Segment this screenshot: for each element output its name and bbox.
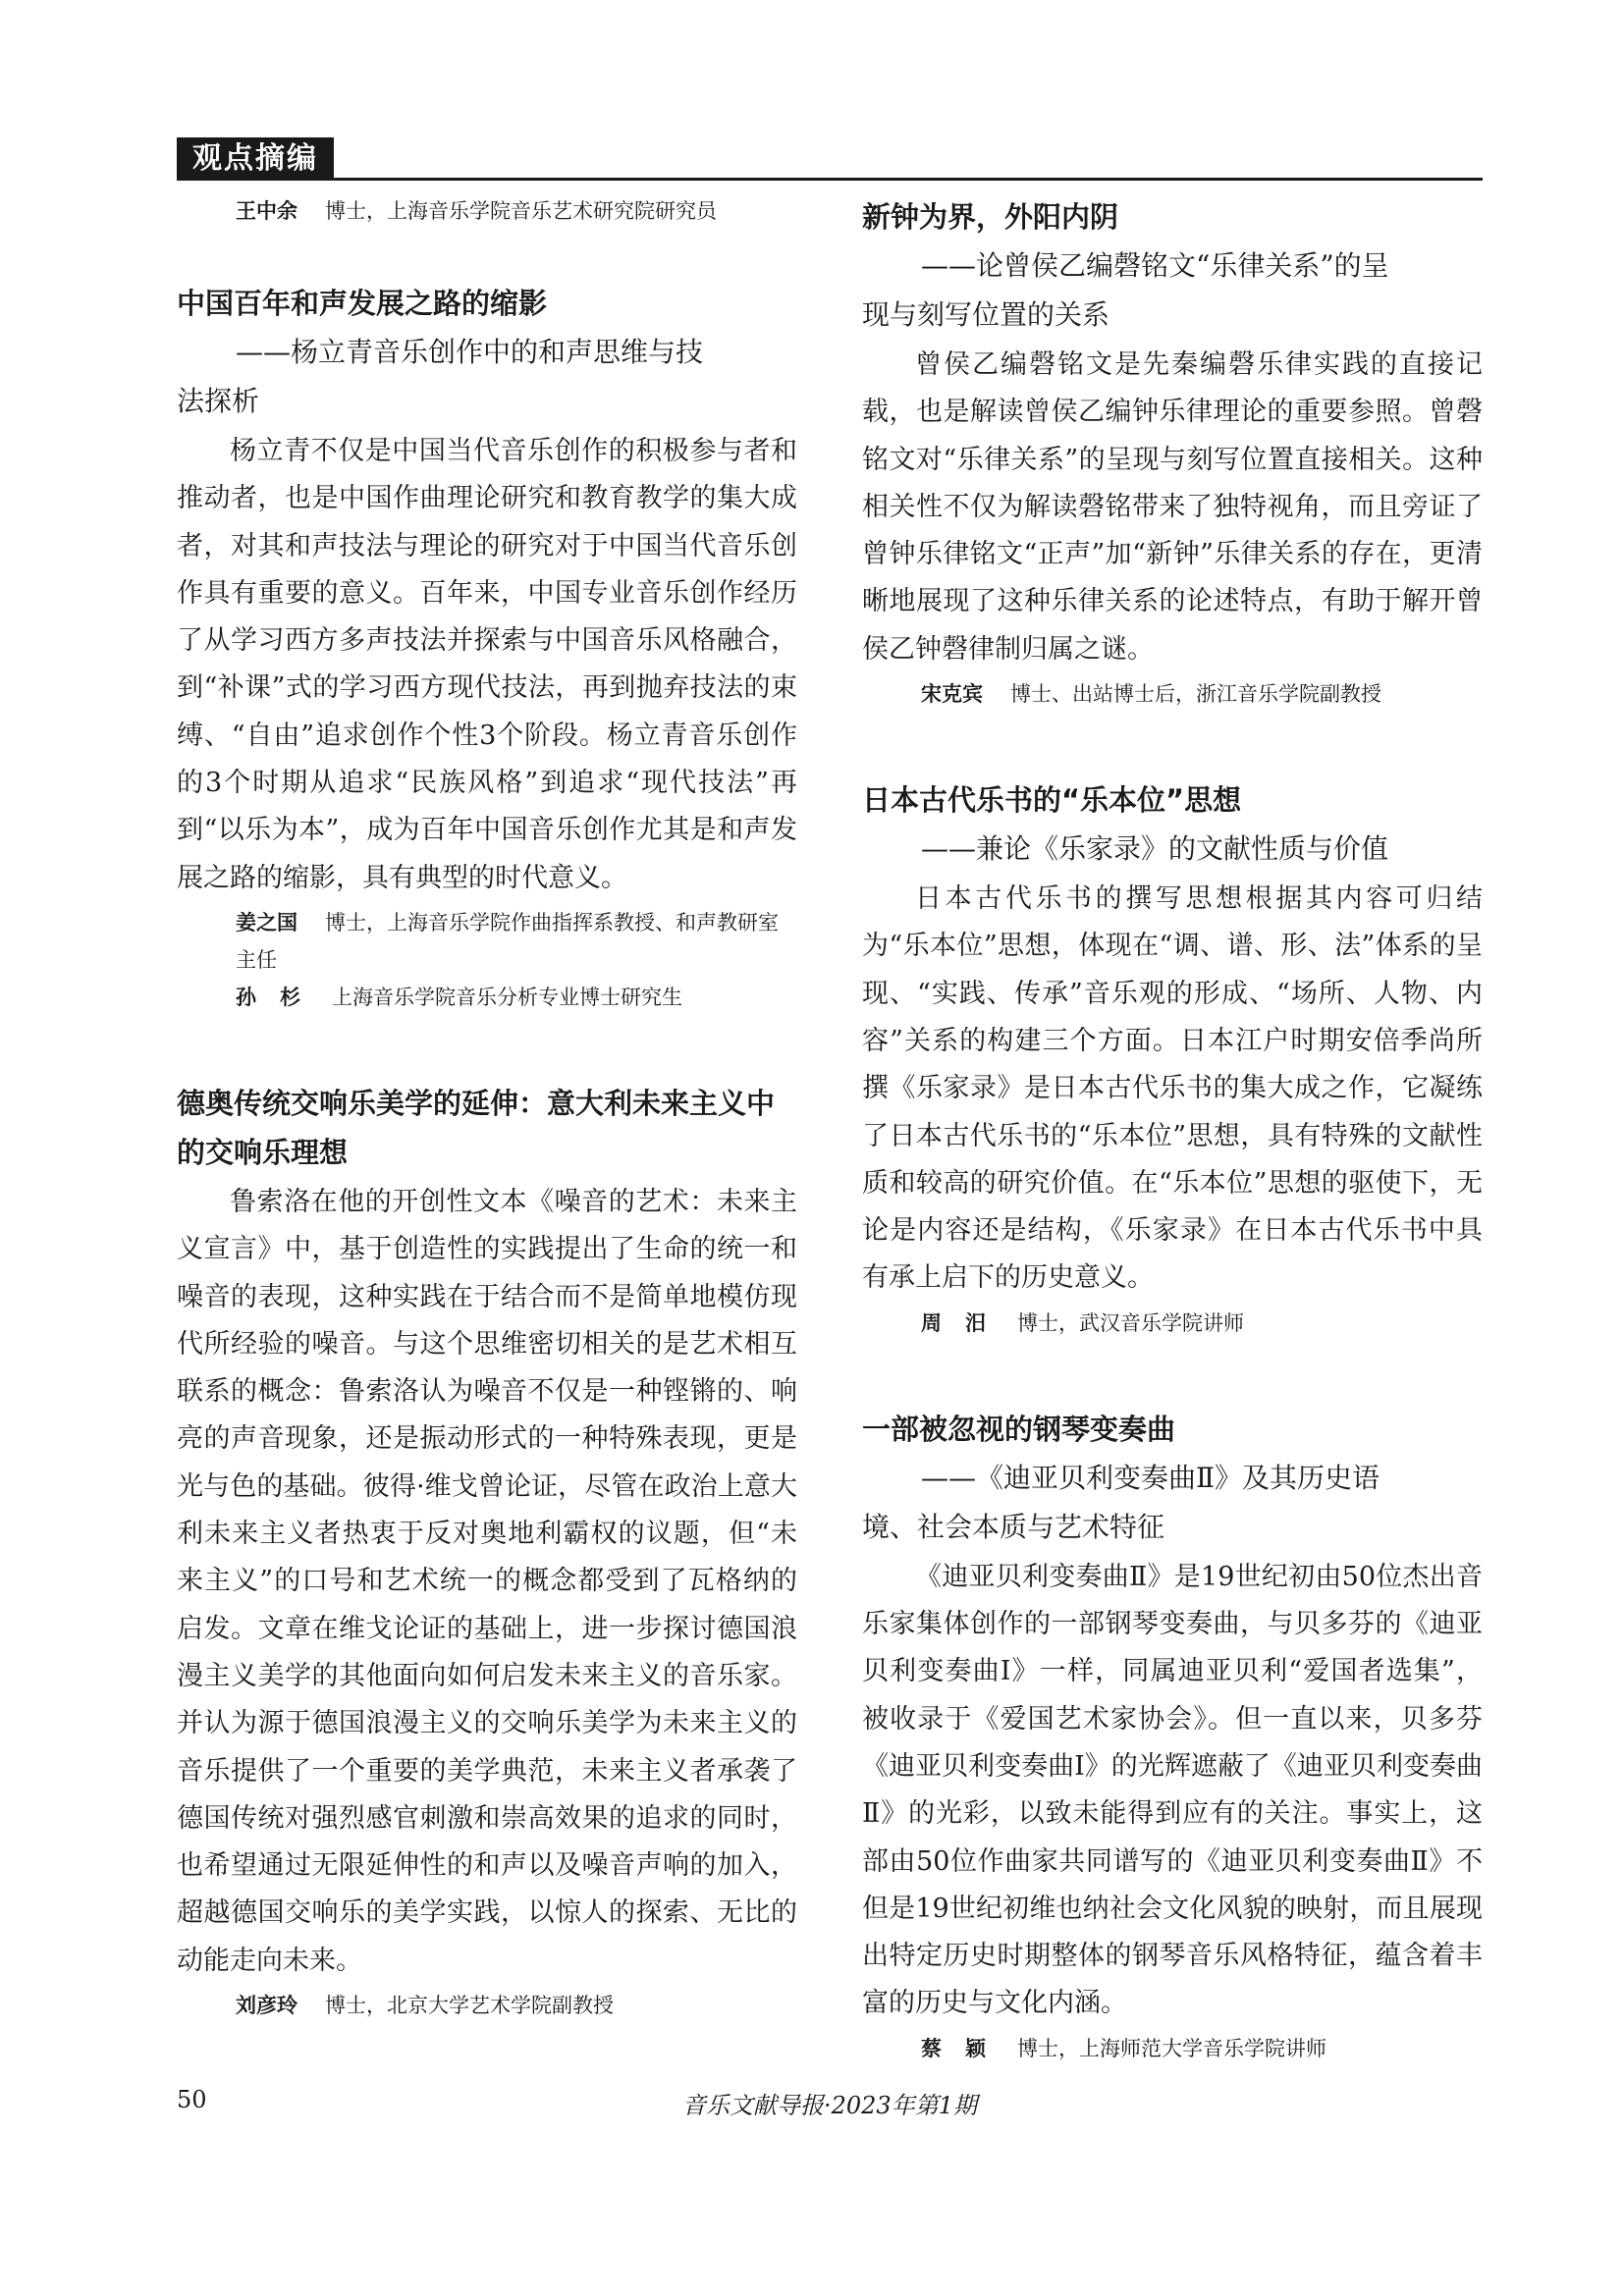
author-info: 博士、出站博士后，浙江音乐学院副教授 bbox=[1010, 682, 1381, 707]
author-line bbox=[862, 1305, 1483, 1342]
article-subtitle: ——《迪亚贝利变奏曲Ⅱ》及其历史语 bbox=[921, 1461, 1380, 1494]
article-abstract: 鲁索洛在他的开创性文本《噪音的艺术：未来主义宣言》中，基于创造性的实践提出了生命的统一和噪音的表现，这种实践在于结合而不是简单地模仿现代所经验的噪音。与这个思维密切相关的是艺术相互联系的概念：鲁索洛认为噪音不仅是一种铿锵的、响亮的声音现象，还是振动形式的一种特殊表现，更是光与色的基础。彼得·维戈曾论证，尽管在政治上意大利未来主义者热衷于反对奥地利霸权的议题，但“未来主义”的口号和艺术统一的概念都受到了瓦格纳的启发。文章在维戈论证的基础上，进一步探讨德国浪漫主义美学的其他面向如何启发未来主义的音乐家。并认为源于德国浪漫主义的交响乐美学为未来主义的音乐提供了一个重要的美学典范，未来主义者承袭了德国传统对强烈感官刺激和崇高效果的追求的同时，也希望通过无限延伸性的和声以及噪音声响的加入，超越德国交响乐的美学实践，以惊人的探索、无比的动能走向未来。 bbox=[177, 1186, 797, 1976]
article-title: 一部被忽视的钢琴变奏曲 bbox=[862, 1412, 1176, 1446]
article-chime bbox=[862, 192, 1483, 713]
article-title: 德奥传统交响乐美学的延伸：意大利未来主义中的交响乐理想 bbox=[177, 1086, 776, 1169]
journal-name: 音乐文献导报·2023年第1期 bbox=[682, 2092, 977, 2119]
author-name: 孙杉 bbox=[236, 985, 324, 1009]
author-line bbox=[177, 979, 797, 1016]
author-name: 宋克宾 bbox=[921, 682, 983, 707]
article-abstract: 《迪亚贝利变奏曲Ⅱ》是19世纪初由50位杰出音乐家集体创作的一部钢琴变奏曲，与贝多芬的《迪亚贝利变奏曲Ⅰ》一样，同属迪亚贝利“爱国者选集”，被收录于《爱国艺术家协会》。但一直以来，贝多芬《迪亚贝利变奏曲Ⅰ》的光辉遮蔽了《迪亚贝利变奏曲Ⅱ》的光彩，以致未能得到应有的关注。事实上，这部由50位作曲家共同谱写的《迪亚贝利变奏曲Ⅱ》不但是19世纪初维也纳社会文化风貌的映射，而且展现出特定历史时期整体的钢琴音乐风格特征，蕴含着丰富的历史与文化内涵。 bbox=[862, 1561, 1483, 2019]
page-number: 50 bbox=[177, 2086, 207, 2113]
author-line bbox=[177, 192, 797, 230]
article-title: 日本古代乐书的“乐本位”思想 bbox=[862, 783, 1242, 818]
author-info: 博士，上海音乐学院音乐艺术研究院研究员 bbox=[325, 199, 717, 223]
article-abstract: 曾侯乙编磬铭文是先秦编磬乐律实践的直接记载，也是解读曾侯乙编钟乐律理论的重要参照。曾磬铭文对“乐律关系”的呈现与刻写位置直接相关。这种相关性不仅为解读磬铭带来了独特视角，而且旁证了曾钟乐律铭文“正声”加“新钟”乐律关系的存在，更清晰地展现了这种乐律关系的论述特点，有助于解开曾侯乙钟磬律制归属之谜。 bbox=[862, 349, 1483, 665]
section-label: 观点摘编 bbox=[177, 137, 334, 181]
author-info: 博士，上海音乐学院作曲指挥系教授、和声教研室主任 bbox=[236, 910, 779, 972]
article-subtitle-cont: 法探析 bbox=[177, 385, 260, 417]
article-subtitle-cont: 境、社会本质与艺术特征 bbox=[862, 1510, 1165, 1543]
article-subtitle-cont: 现与刻写位置的关系 bbox=[862, 298, 1110, 331]
article-title: 中国百年和声发展之路的缩影 bbox=[177, 287, 548, 320]
article-futurism bbox=[177, 1079, 797, 2024]
page-header bbox=[177, 137, 1483, 181]
author-line bbox=[177, 904, 797, 979]
author-info: 博士，北京大学艺术学院副教授 bbox=[325, 1994, 614, 2018]
page-footer bbox=[177, 2086, 1483, 2121]
article-subtitle: ——杨立青音乐创作中的和声思维与技 bbox=[236, 336, 704, 368]
author-name: 刘彦玲 bbox=[236, 1994, 298, 2018]
author-info: 博士，上海师范大学音乐学院讲师 bbox=[1017, 2036, 1326, 2060]
article-abstract: 杨立青不仅是中国当代音乐创作的积极参与者和推动者，也是中国作曲理论研究和教育教学的集大成者，对其和声技法与理论的研究对于中国当代音乐创作具有重要的意义。百年来，中国专业音乐创作经历了从学习西方多声技法并探索与中国音乐风格融合，到“补课”式的学习西方现代技法，再到抛弃技法的束缚、“自由”追求创作个性3个阶段。杨立青音乐创作的3个时期从追求“民族风格”到追求“现代技法”再到“以乐为本”，成为百年中国音乐创作尤其是和声发展之路的缩影，具有典型的时代意义。 bbox=[177, 436, 797, 893]
author-name: 王中余 bbox=[236, 199, 298, 223]
author-line bbox=[862, 2030, 1483, 2067]
author-name: 蔡颖 bbox=[921, 2036, 1009, 2060]
article-title: 新钟为界，外阳内阴 bbox=[862, 200, 1119, 234]
author-line bbox=[862, 675, 1483, 713]
article-japan bbox=[862, 775, 1483, 1342]
article-abstract: 日本古代乐书的撰写思想根据其内容可归结为“乐本位”思想，体现在“调、谱、形、法”体系的呈现、“实践、传承”音乐观的形成、“场所、人物、内容”关系的构建三个方面。日本江户时期安倍季尚所撰《乐家录》是日本古代乐书的集大成之作，它凝练了日本古代乐书的“乐本位”思想，具有特殊的文献性质和较高的研究价值。在“乐本位”思想的驱使下，无论是内容还是结构，《乐家录》在日本古代乐书中具有承上启下的历史意义。 bbox=[862, 883, 1483, 1294]
author-info: 博士，武汉音乐学院讲师 bbox=[1017, 1310, 1244, 1335]
author-name: 周汨 bbox=[921, 1310, 1009, 1335]
right-column bbox=[862, 192, 1483, 2081]
article-subtitle: ——兼论《乐家录》的文献性质与价值 bbox=[921, 832, 1389, 866]
article-diabelli bbox=[862, 1405, 1483, 2067]
author-line bbox=[177, 1987, 797, 2024]
left-column bbox=[177, 192, 797, 2038]
author-info: 上海音乐学院音乐分析专业博士研究生 bbox=[332, 985, 682, 1009]
author-name: 姜之国 bbox=[236, 910, 298, 934]
header-rule bbox=[177, 178, 1483, 181]
article-harmony bbox=[177, 279, 797, 1016]
article-subtitle: ——论曾侯乙编磬铭文“乐律关系”的呈 bbox=[921, 249, 1389, 282]
